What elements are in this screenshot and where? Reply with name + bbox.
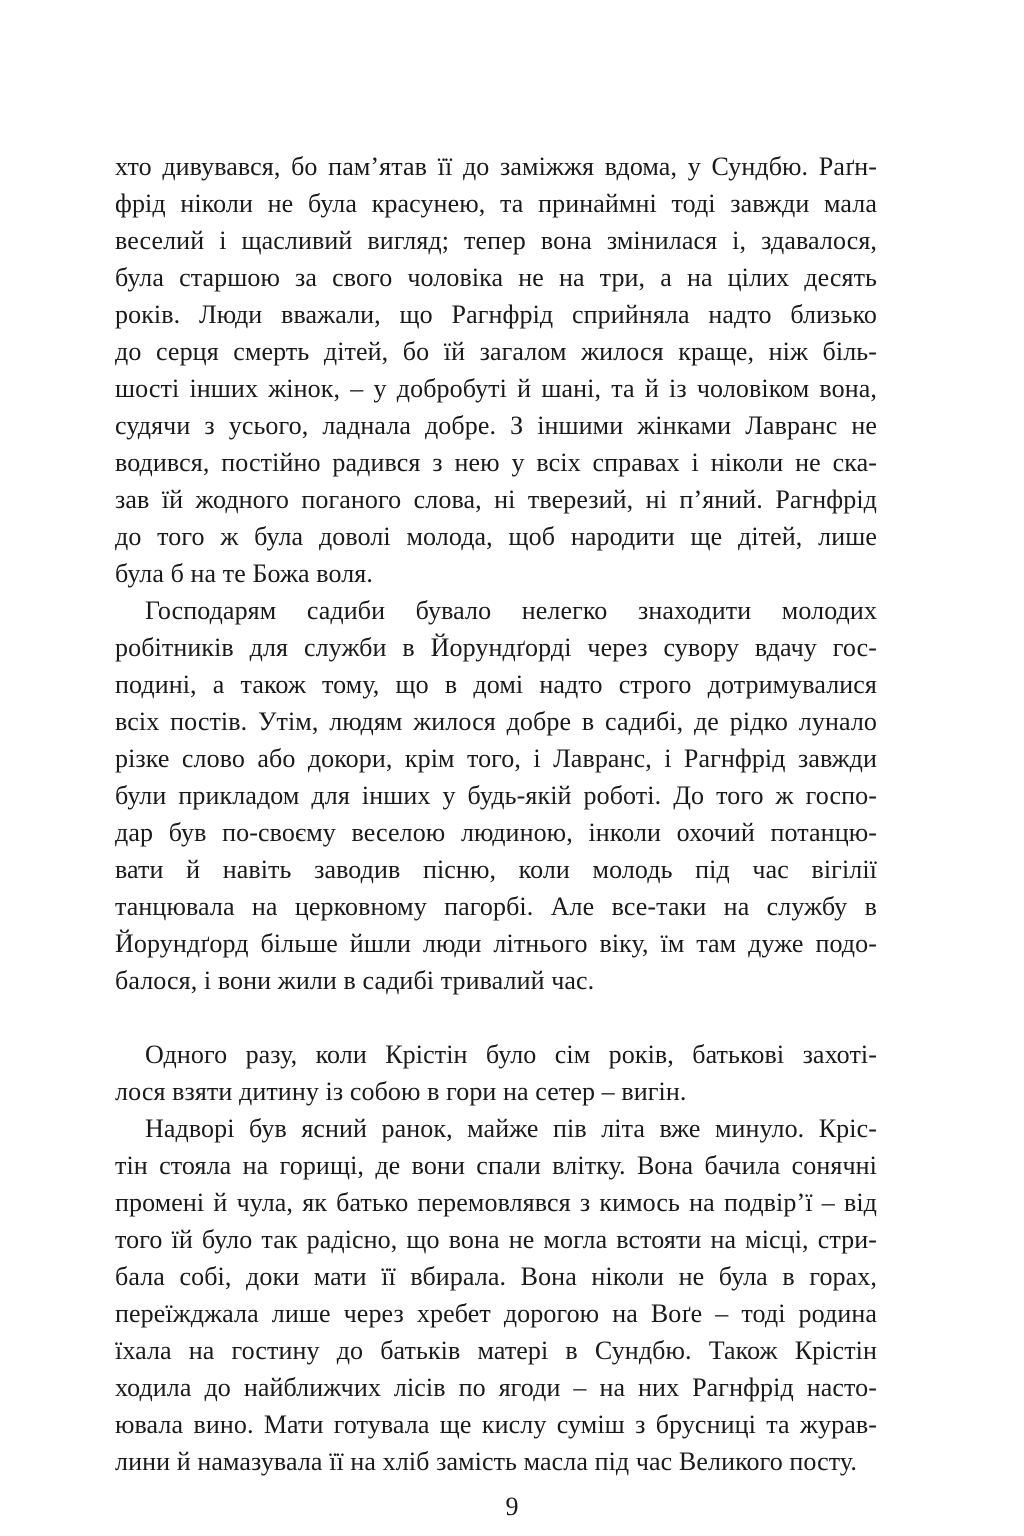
text-line: всіх постів. Утім, людям жилося добре в садибі, де рідко лунало xyxy=(115,707,877,736)
text-line: того їй було так радісно, що вона не могла встояти на місці, стри- xyxy=(115,1225,877,1254)
text-line: тін стояла на горищі, де вони спали влітку. Вона бачила сонячні xyxy=(115,1151,877,1180)
paragraph-first-line: Одного разу, коли Крістін було сім років, батькові захоті- xyxy=(145,1040,877,1069)
text-line: їхала на гостину до батьків матері в Сундбю. Також Крістін xyxy=(115,1336,877,1365)
text-line: балося, і вони жили в садибі тривалий час. xyxy=(115,966,595,995)
text-line: водився, постійно радився з нею у всіх справах і ніколи не ска- xyxy=(115,448,877,477)
text-line: бала собі, доки мати її вбирала. Вона ніколи не була в горах, xyxy=(115,1262,877,1291)
text-line: лося взяти дитину із собою в гори на сетер – вигін. xyxy=(115,1077,687,1106)
text-line: веселий і щасливий вигляд; тепер вона змінилася і, здавалося, xyxy=(115,226,877,255)
text-line: промені й чула, як батько перемовлявся з кимось на подвір’ї – від xyxy=(115,1188,877,1217)
text-line: різке слово або докори, крім того, і Лавранс, і Рагнфрід завжди xyxy=(115,744,877,773)
text-line: лини й намазувала її на хліб замість масла під час Великого посту. xyxy=(115,1447,858,1476)
text-line: була старшою за свого чоловіка не на три, а на цілих десять xyxy=(115,263,877,292)
text-line: до того ж була доволі молода, щоб народити ще дітей, лише xyxy=(115,522,877,551)
text-line: хто дивувався, бо пам’ятав її до заміжжя вдома, у Сундбю. Раґн- xyxy=(115,152,877,181)
text-line: до серця смерть дітей, бо їй загалом жилося краще, ніж біль- xyxy=(115,337,877,366)
text-line: дар був по-своєму веселою людиною, інколи охочий потанцю- xyxy=(115,818,877,847)
text-line: ходила до найближчих лісів по ягоди – на них Рагнфрід насто- xyxy=(115,1373,877,1402)
text-line: судячи з усього, ладнала добре. З іншими жінками Лавранс не xyxy=(115,411,877,440)
paragraph-first-line: Господарям садиби бувало нелегко знаходити молодих xyxy=(145,596,877,625)
text-line: танцювала на церковному пагорбі. Але все-таки на службу в xyxy=(115,892,877,921)
text-line: фрід ніколи не була красунею, та принаймні тоді завжди мала xyxy=(115,189,877,218)
paragraph-first-line: Надворі був ясний ранок, майже пів літа вже минуло. Кріс- xyxy=(145,1114,877,1143)
text-line: шості інших жінок, – у добробуті й шані, та й із чоловіком вона, xyxy=(115,374,877,403)
text-line: років. Люди вважали, що Рагнфрід сприйняла надто близько xyxy=(115,300,877,329)
text-line: робітників для служби в Йорундґорді через сувору вдачу гос- xyxy=(115,633,877,662)
text-line: ювала вино. Мати готувала ще кислу суміш з брусниці та журав- xyxy=(115,1410,877,1439)
text-line: подині, а також тому, що в домі надто строго дотримувалися xyxy=(115,670,877,699)
page-number: 9 xyxy=(505,1492,519,1521)
text-line: зав їй жодного поганого слова, ні тверезий, ні п’яний. Рагнфрід xyxy=(115,485,877,514)
text-line: були прикладом для інших у будь-якій роботі. До того ж госпо- xyxy=(115,781,877,810)
text-line: переїжджала лише через хребет дорогою на Воґе – тоді родина xyxy=(115,1299,877,1328)
text-line: вати й навіть заводив пісню, коли молодь під час вігілії xyxy=(115,855,877,884)
text-line: Йорундґорд більше йшли люди літнього віку, їм там дуже подо- xyxy=(115,929,877,958)
text-line: була б на те Божа воля. xyxy=(115,559,373,588)
